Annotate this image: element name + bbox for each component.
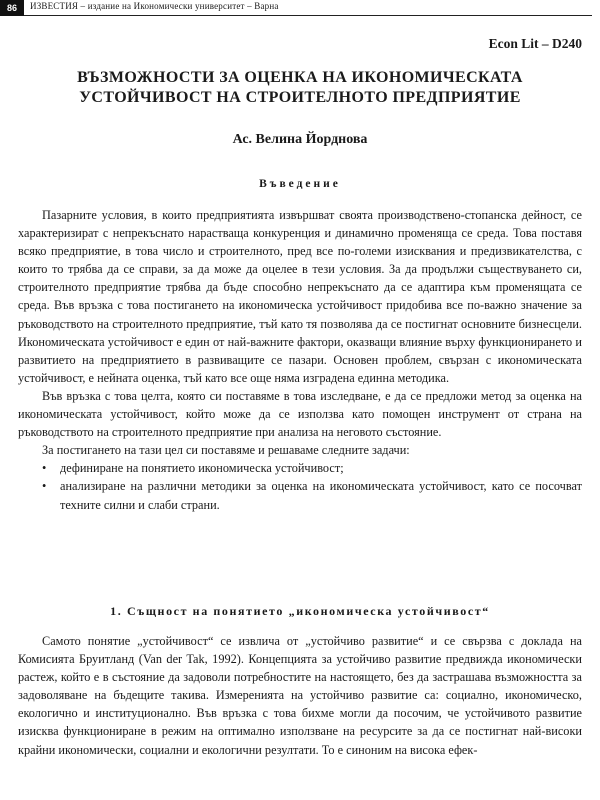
intro-paragraph-2: Във връзка с това целта, която си поставяме в това изследване, е да се предложи метод за оценка на икономическата устойчивост, който може да се използва като помощен инструмент от страна на ръководството на строителното предприятие при анализа на неговото състояние.: [18, 388, 582, 440]
section-1-heading: 1. Същност на понятието „икономическа устойчивост“: [110, 604, 490, 618]
task-item: [18, 477, 582, 513]
intro-body: [18, 206, 582, 514]
article-title: [20, 68, 580, 108]
title-line-1: ВЪЗМОЖНОСТИ ЗА ОЦЕНКА НА ИКОНОМИЧЕСКАТА: [77, 69, 523, 86]
task-list: [18, 459, 582, 513]
bullet-icon: •: [42, 461, 47, 476]
intro-paragraph-1: Пазарните условия, в които предприятията извършват своята производствено-стопанска дейност, се характеризират с непрекъснато нарастваща конкуренция и динамично променяща се среда. Това поставя всяко предприятие, в това число и строителното, пред все по-големи изисквания и предизвикателства, с които то трябва да се справи, за да може да оцелее в тези условия. За да продължи съществуването си, строителното предприятие трябва да бъде способно непрекъснато да се адаптира към променящата се среда. Във връзка с това постигането на икономическа устойчивост придобива все по-важно значение за ръководството на строителното предприятие, тъй като тя позволява да се постигнат основните бизнесцели. Икономическата устойчивост е един от най-важните фактори, оказващи влияние върху функционирането и развитието на предприятието в развиващите се пазари. Основен проблем, свързан с икономическата устойчивост, е нейната оценка, тъй като все още няма изградена единна методика.: [18, 208, 582, 385]
intro-paragraph-3: За постигането на тази цел си поставяме и решаваме следните задачи:: [42, 443, 410, 458]
task-item-text: анализиране на различни методики за оценка на икономическата устойчивост, като се посочват техните силни и слаби страни.: [60, 479, 582, 512]
task-item: [18, 459, 582, 477]
bullet-icon: •: [42, 479, 47, 494]
task-item-text: дефиниране на понятието икономическа устойчивост;: [60, 461, 344, 476]
intro-heading: Въведение: [259, 178, 341, 190]
author-name: Ас. Велина Йорднова: [232, 132, 368, 147]
econ-lit-code: Econ Lit – D240: [488, 36, 582, 51]
header-rule: [24, 15, 592, 16]
running-header: [0, 0, 600, 16]
page-number: 86: [0, 0, 24, 16]
running-head-text: ИЗВЕСТИЯ – издание на Икономически университет – Варна: [30, 1, 279, 11]
title-line-2: УСТОЙЧИВОСТ НА СТРОИТЕЛНОТО ПРЕДПРИЯТИЕ: [79, 89, 521, 106]
section-1-paragraph-1: Самото понятие „устойчивост“ се извлича от „устойчиво развитие“ и се свързва с доклада на Комисията Бруитланд (Van der Tak, 1992). Концепцията за устойчиво развитие предвижда икономически растеж, който е в състояние да задоволи потребностите на настоящето, без да застрашава възможността за задоволяване на бъдещите такива. Измеренията на устойчиво развитие са: социално, икономическо, екологично и институционално. Във връзка с това бихме могли да посочим, че устойчивото развитие изисква функциониране в режим на оптимално използване на ресурсите за да се постигнат най-високи крайни икономически, социални и екологични резултати. То е синоним на висока ефек-: [18, 634, 582, 757]
section-1-body: [18, 632, 582, 759]
